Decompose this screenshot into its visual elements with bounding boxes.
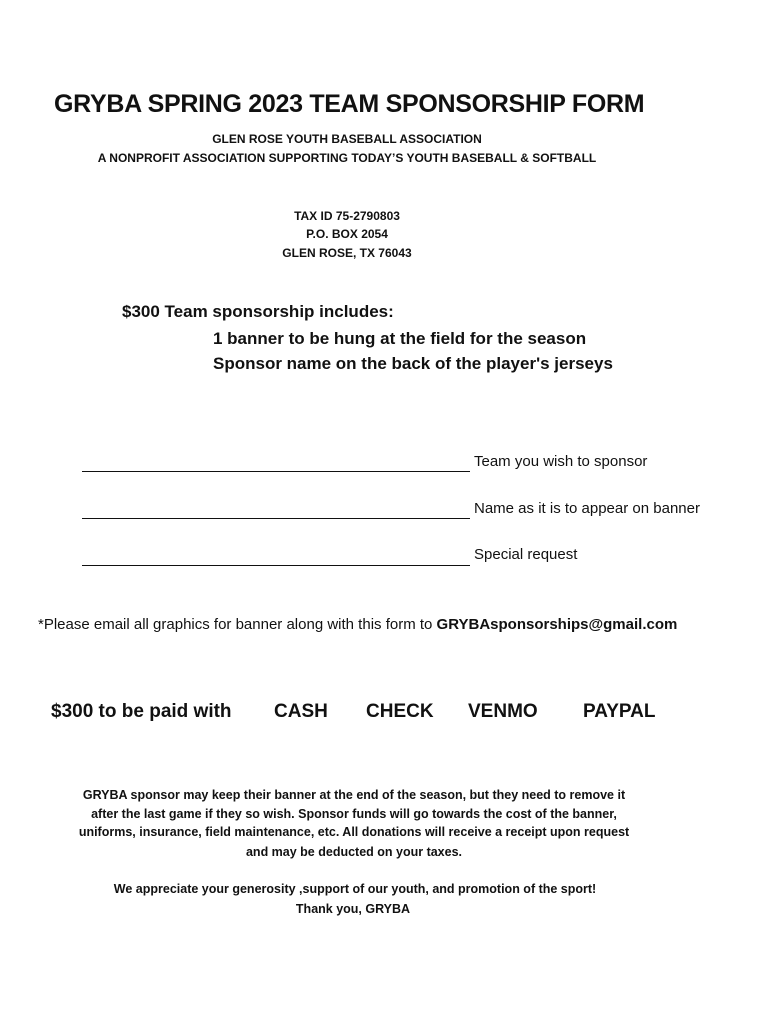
payment-option-paypal: PAYPAL — [583, 701, 656, 722]
org-description: A NONPROFIT ASSOCIATION SUPPORTING TODAY’S YOUTH BASEBALL & SOFTBALL — [97, 151, 597, 165]
signoff-line: Thank you, GRYBA — [295, 902, 411, 916]
city-address: GLEN ROSE, TX 76043 — [282, 246, 412, 260]
includes-item-banner: 1 banner to be hung at the field for the season — [213, 329, 587, 348]
footer-line-2: after the last game if they so wish. Sponsor funds will go towards the cost of the banner, — [91, 807, 617, 821]
includes-item-jersey: Sponsor name on the back of the player's jerseys — [213, 354, 613, 373]
special-request-field-label: Special request — [474, 546, 578, 563]
payment-option-cash: CASH — [274, 701, 328, 722]
po-box: P.O. BOX 2054 — [306, 227, 388, 241]
email-note-text: *Please email all graphics for banner along with this form to — [38, 616, 437, 633]
footer-line-1: GRYBA sponsor may keep their banner at the end of the season, but they need to remove it — [82, 788, 626, 802]
footer-line-4: and may be deducted on your taxes. — [245, 845, 463, 859]
footer-line-3: uniforms, insurance, field maintenance, etc. All donations will receive a receipt upon request — [78, 825, 630, 839]
tax-id: TAX ID 75-2790803 — [294, 209, 400, 223]
payment-label: $300 to be paid with — [51, 701, 232, 722]
form-title: GRYBA SPRING 2023 TEAM SPONSORSHIP FORM — [54, 90, 645, 118]
email-address: GRYBAsponsorships@gmail.com — [436, 616, 678, 633]
org-name: GLEN ROSE YOUTH BASEBALL ASSOCIATION — [212, 132, 482, 146]
team-input-line[interactable] — [82, 471, 470, 472]
payment-option-check: CHECK — [366, 701, 434, 722]
thanks-line: We appreciate your generosity ,support of our youth, and promotion of the sport! — [113, 882, 597, 896]
special-request-input-line[interactable] — [82, 565, 470, 566]
email-note — [38, 616, 677, 633]
banner-name-field-label: Name as it is to appear on banner — [474, 500, 700, 517]
team-field-label: Team you wish to sponsor — [474, 453, 648, 470]
banner-name-input-line[interactable] — [82, 518, 470, 519]
includes-heading: $300 Team sponsorship includes: — [122, 302, 394, 321]
payment-option-venmo: VENMO — [468, 701, 538, 722]
